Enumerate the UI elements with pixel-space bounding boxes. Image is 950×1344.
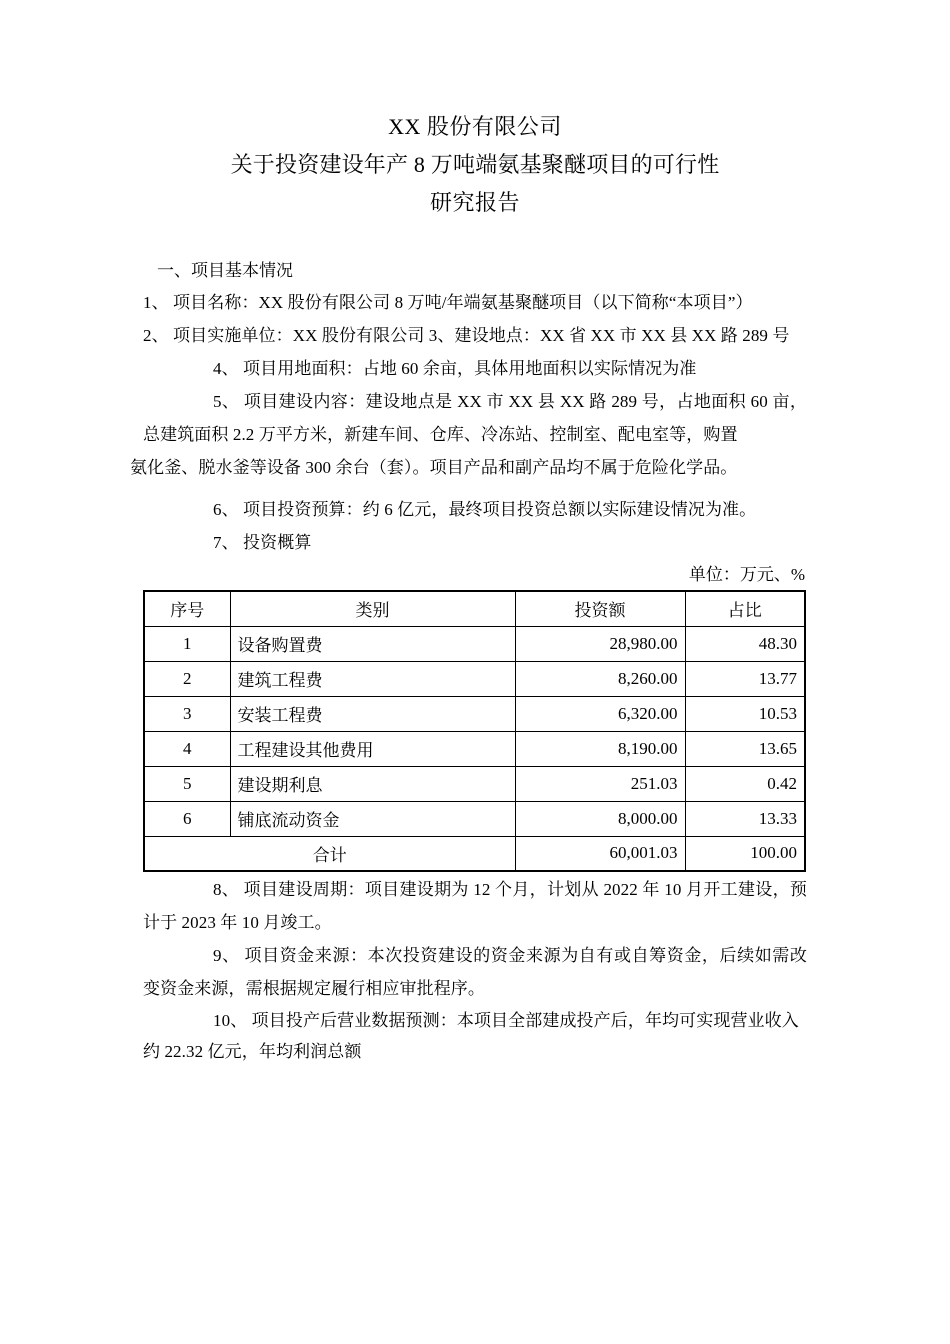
cell-category: 建筑工程费 <box>230 661 515 696</box>
table-unit-label: 单位：万元、% <box>688 565 805 584</box>
paragraph-item-4: 4、 项目用地面积：占地 60 余亩，具体用地面积以实际情况为准 <box>213 359 697 378</box>
cell-category: 设备购置费 <box>230 626 515 661</box>
spacer <box>143 484 807 493</box>
cell-amount: 28,980.00 <box>515 626 685 661</box>
paragraph-item-2: 2、 项目实施单位：XX 股份有限公司 3、建设地点：XX 省 XX 市 XX 县 XX 路 289 号 <box>143 326 790 345</box>
cell-percent: 13.33 <box>685 801 805 836</box>
table-row <box>144 766 805 801</box>
table-row <box>144 801 805 836</box>
cell-no: 5 <box>144 766 230 801</box>
cell-percent: 10.53 <box>685 696 805 731</box>
cell-percent: 13.65 <box>685 731 805 766</box>
document-body <box>130 0 807 1067</box>
column-header-amount: 投资额 <box>515 591 685 626</box>
title-line-report-type: 研究报告 <box>429 190 520 215</box>
cell-percent: 48.30 <box>685 626 805 661</box>
cell-percent: 13.77 <box>685 661 805 696</box>
column-header-category: 类别 <box>230 591 515 626</box>
paragraph-item-9: 9、 项目资金来源：本次投资建设的资金来源为自有或自筹资金，后续如需改变资金来源，需根据规定履行相应审批程序。 <box>143 946 807 998</box>
cell-total-amount: 60,001.03 <box>515 836 685 871</box>
paragraphs-after-table <box>143 873 807 1067</box>
cell-total-percent: 100.00 <box>685 836 805 871</box>
table-row <box>144 626 805 661</box>
paragraph-item-5-continued: 氨化釜、脱水釜等设备 300 余台（套）。项目产品和副产品均不属于危险化学品。 <box>130 458 738 477</box>
cell-amount: 251.03 <box>515 766 685 801</box>
investment-budget-table <box>143 590 806 872</box>
cell-amount: 6,320.00 <box>515 696 685 731</box>
cell-category: 铺底流动资金 <box>230 801 515 836</box>
cell-no: 4 <box>144 731 230 766</box>
paragraph-item-10: 10、 项目投产后营业数据预测：本项目全部建成投产后，年均可实现营业收入约 22.32 亿元，年均利润总额 <box>143 1011 799 1061</box>
table-header-row <box>144 591 805 626</box>
cell-no: 3 <box>144 696 230 731</box>
cell-amount: 8,000.00 <box>515 801 685 836</box>
cell-amount: 8,260.00 <box>515 661 685 696</box>
cell-total-label: 合计 <box>144 836 515 871</box>
cell-percent: 0.42 <box>685 766 805 801</box>
paragraph-item-1: 1、 项目名称：XX 股份有限公司 8 万吨/年端氨基聚醚项目（以下简称“本项目”） <box>143 293 753 312</box>
cell-category: 安装工程费 <box>230 696 515 731</box>
cell-no: 2 <box>144 661 230 696</box>
paragraph-item-8: 8、 项目建设周期：项目建设期为 12 个月，计划从 2022 年 10 月开工建设，预计于 2023 年 10 月竣工。 <box>143 880 807 932</box>
table-row <box>144 696 805 731</box>
document-title-block <box>143 108 807 222</box>
cell-no: 6 <box>144 801 230 836</box>
title-line-company: XX 股份有限公司 <box>388 114 562 139</box>
title-line-subject: 关于投资建设年产 8 万吨端氨基聚醚项目的可行性 <box>230 152 720 177</box>
table-row <box>144 661 805 696</box>
column-header-percent: 占比 <box>685 591 805 626</box>
cell-category: 建设期利息 <box>230 766 515 801</box>
cell-amount: 8,190.00 <box>515 731 685 766</box>
table-total-row <box>144 836 805 871</box>
cell-no: 1 <box>144 626 230 661</box>
paragraph-item-7: 7、 投资概算 <box>213 533 312 552</box>
table-row <box>144 731 805 766</box>
column-header-no: 序号 <box>144 591 230 626</box>
section-heading-basic-info: 一、项目基本情况 <box>157 261 293 280</box>
paragraph-item-5: 5、 项目建设内容：建设地点是 XX 市 XX 县 XX 路 289 号，占地面积 60 亩，总建筑面积 2.2 万平方米，新建车间、仓库、冷冻站、控制室、配电室等，购置 <box>143 392 807 444</box>
paragraph-item-6: 6、 项目投资预算：约 6 亿元，最终项目投资总额以实际建设情况为准。 <box>213 500 757 519</box>
cell-category: 工程建设其他费用 <box>230 731 515 766</box>
